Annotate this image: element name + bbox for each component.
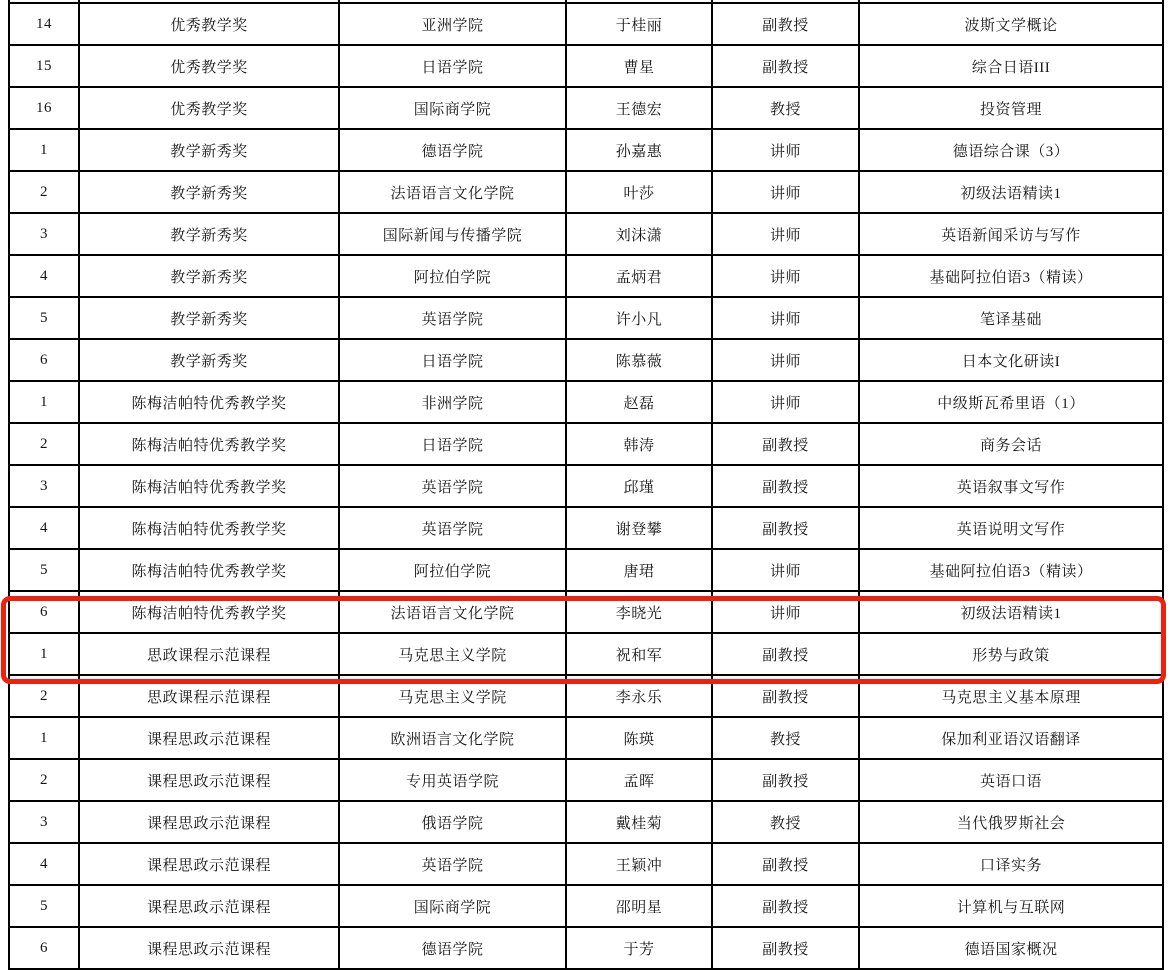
cell-num: 6 <box>9 339 79 381</box>
cell-title: 讲师 <box>712 129 859 171</box>
cell-college: 专用英语学院 <box>339 759 566 801</box>
table-row <box>9 591 1163 633</box>
cell-teacher: 韩涛 <box>566 423 712 465</box>
cell-title: 副教授 <box>712 843 859 885</box>
cell-num: 3 <box>9 801 79 843</box>
cell-award: 课程思政示范课程 <box>79 801 339 843</box>
cell-teacher: 刘沫潇 <box>566 213 712 255</box>
cell-award: 陈梅洁帕特优秀教学奖 <box>79 591 339 633</box>
cell-college: 英语学院 <box>339 843 566 885</box>
table-row <box>9 927 1163 969</box>
cell-num: 5 <box>9 549 79 591</box>
cell-course: 德语综合课（3） <box>859 129 1163 171</box>
cell-title: 教授 <box>712 801 859 843</box>
cell-teacher: 陈瑛 <box>566 717 712 759</box>
cell-title: 讲师 <box>712 171 859 213</box>
cell-college: 阿拉伯学院 <box>339 255 566 297</box>
table-row <box>9 507 1163 549</box>
cell-title: 教授 <box>712 717 859 759</box>
cell-teacher: 李晓光 <box>566 591 712 633</box>
cell-college: 国际商学院 <box>339 87 566 129</box>
cell-num: 2 <box>9 423 79 465</box>
award-table <box>8 0 1164 970</box>
cell-course: 初级法语精读1 <box>859 591 1163 633</box>
cell-college: 英语学院 <box>339 507 566 549</box>
cell-course: 当代俄罗斯社会 <box>859 801 1163 843</box>
cell-title: 副教授 <box>712 633 859 675</box>
cell-college: 法语语言文化学院 <box>339 171 566 213</box>
cell-award: 优秀教学奖 <box>79 87 339 129</box>
cell-award: 教学新秀奖 <box>79 255 339 297</box>
cell-title: 副教授 <box>712 927 859 969</box>
cell-title: 讲师 <box>712 213 859 255</box>
cell-college: 德语学院 <box>339 129 566 171</box>
cell-award: 教学新秀奖 <box>79 129 339 171</box>
table-row <box>9 549 1163 591</box>
cell-teacher: 于桂丽 <box>566 3 712 45</box>
cell-teacher: 曹星 <box>566 45 712 87</box>
cell-course: 综合日语III <box>859 45 1163 87</box>
cell-course: 口译实务 <box>859 843 1163 885</box>
cell-num: 6 <box>9 591 79 633</box>
cell-num: 6 <box>9 927 79 969</box>
cell-title: 讲师 <box>712 549 859 591</box>
cell-course: 马克思主义基本原理 <box>859 675 1163 717</box>
cell-title: 教授 <box>712 87 859 129</box>
cell-teacher: 戴桂菊 <box>566 801 712 843</box>
cell-num: 15 <box>9 45 79 87</box>
cell-course: 中级斯瓦希里语（1） <box>859 381 1163 423</box>
table-row <box>9 87 1163 129</box>
cell-num: 2 <box>9 675 79 717</box>
cell-num: 5 <box>9 885 79 927</box>
cell-title: 讲师 <box>712 591 859 633</box>
cell-title: 副教授 <box>712 423 859 465</box>
cell-award: 教学新秀奖 <box>79 171 339 213</box>
cell-course: 英语口语 <box>859 759 1163 801</box>
cell-course: 保加利亚语汉语翻译 <box>859 717 1163 759</box>
cell-title: 讲师 <box>712 297 859 339</box>
table-row <box>9 843 1163 885</box>
cell-award: 课程思政示范课程 <box>79 717 339 759</box>
cell-course: 英语叙事文写作 <box>859 465 1163 507</box>
cell-college: 欧洲语言文化学院 <box>339 717 566 759</box>
table-row <box>9 885 1163 927</box>
table-row <box>9 465 1163 507</box>
cell-num: 3 <box>9 213 79 255</box>
cell-teacher: 唐珺 <box>566 549 712 591</box>
cell-course: 基础阿拉伯语3（精读） <box>859 549 1163 591</box>
cell-teacher: 叶莎 <box>566 171 712 213</box>
cell-college: 非洲学院 <box>339 381 566 423</box>
cell-award: 陈梅洁帕特优秀教学奖 <box>79 507 339 549</box>
cell-teacher: 王颖冲 <box>566 843 712 885</box>
cell-teacher: 赵磊 <box>566 381 712 423</box>
cell-teacher: 邱瑾 <box>566 465 712 507</box>
cell-teacher: 王德宏 <box>566 87 712 129</box>
cell-college: 马克思主义学院 <box>339 633 566 675</box>
cell-title: 副教授 <box>712 465 859 507</box>
cell-teacher: 邵明星 <box>566 885 712 927</box>
cell-college: 国际新闻与传播学院 <box>339 213 566 255</box>
table-row <box>9 759 1163 801</box>
cell-award: 课程思政示范课程 <box>79 759 339 801</box>
cell-num: 4 <box>9 255 79 297</box>
cell-college: 阿拉伯学院 <box>339 549 566 591</box>
table-row <box>9 717 1163 759</box>
cell-teacher: 陈慕薇 <box>566 339 712 381</box>
cell-award: 教学新秀奖 <box>79 213 339 255</box>
cell-award: 教学新秀奖 <box>79 339 339 381</box>
cell-title: 副教授 <box>712 675 859 717</box>
cell-num: 1 <box>9 381 79 423</box>
cell-college: 俄语学院 <box>339 801 566 843</box>
award-table-body <box>9 0 1163 969</box>
cell-award: 课程思政示范课程 <box>79 885 339 927</box>
cell-college: 马克思主义学院 <box>339 675 566 717</box>
cell-num: 3 <box>9 465 79 507</box>
cell-teacher: 孙嘉惠 <box>566 129 712 171</box>
cell-college: 日语学院 <box>339 45 566 87</box>
cell-title: 副教授 <box>712 3 859 45</box>
cell-college: 英语学院 <box>339 465 566 507</box>
cell-teacher: 祝和军 <box>566 633 712 675</box>
cell-college: 日语学院 <box>339 423 566 465</box>
cell-title: 讲师 <box>712 255 859 297</box>
table-row <box>9 423 1163 465</box>
cell-award: 陈梅洁帕特优秀教学奖 <box>79 423 339 465</box>
table-row <box>9 45 1163 87</box>
cell-course: 英语说明文写作 <box>859 507 1163 549</box>
cell-title: 讲师 <box>712 339 859 381</box>
cell-award: 思政课程示范课程 <box>79 675 339 717</box>
cell-course: 英语新闻采访与写作 <box>859 213 1163 255</box>
cell-college: 亚洲学院 <box>339 3 566 45</box>
cell-award: 优秀教学奖 <box>79 3 339 45</box>
table-row <box>9 339 1163 381</box>
table-row <box>9 129 1163 171</box>
cell-teacher: 于芳 <box>566 927 712 969</box>
cell-teacher: 孟晖 <box>566 759 712 801</box>
cell-course: 日本文化研读I <box>859 339 1163 381</box>
cell-title: 副教授 <box>712 885 859 927</box>
cell-num: 1 <box>9 129 79 171</box>
cell-award: 陈梅洁帕特优秀教学奖 <box>79 465 339 507</box>
table-row <box>9 3 1163 45</box>
table-row <box>9 675 1163 717</box>
cell-course: 初级法语精读1 <box>859 171 1163 213</box>
cell-num: 1 <box>9 633 79 675</box>
cell-college: 法语语言文化学院 <box>339 591 566 633</box>
cell-title: 副教授 <box>712 759 859 801</box>
cell-num: 4 <box>9 507 79 549</box>
table-row <box>9 171 1163 213</box>
table-row <box>9 255 1163 297</box>
cell-num: 5 <box>9 297 79 339</box>
cell-college: 日语学院 <box>339 339 566 381</box>
cell-num: 2 <box>9 171 79 213</box>
cell-award: 陈梅洁帕特优秀教学奖 <box>79 381 339 423</box>
cell-award: 课程思政示范课程 <box>79 843 339 885</box>
cell-award: 思政课程示范课程 <box>79 633 339 675</box>
cell-award: 优秀教学奖 <box>79 45 339 87</box>
cell-teacher: 谢登攀 <box>566 507 712 549</box>
cell-award: 教学新秀奖 <box>79 297 339 339</box>
cell-course: 波斯文学概论 <box>859 3 1163 45</box>
cell-course: 德语国家概况 <box>859 927 1163 969</box>
table-row <box>9 381 1163 423</box>
cell-num: 1 <box>9 717 79 759</box>
cell-num: 4 <box>9 843 79 885</box>
cell-award: 陈梅洁帕特优秀教学奖 <box>79 549 339 591</box>
cell-course: 计算机与互联网 <box>859 885 1163 927</box>
table-row <box>9 801 1163 843</box>
cell-college: 国际商学院 <box>339 885 566 927</box>
cell-teacher: 李永乐 <box>566 675 712 717</box>
cell-award: 课程思政示范课程 <box>79 927 339 969</box>
cell-course: 笔译基础 <box>859 297 1163 339</box>
cell-title: 讲师 <box>712 381 859 423</box>
cell-teacher: 许小凡 <box>566 297 712 339</box>
cell-course: 基础阿拉伯语3（精读） <box>859 255 1163 297</box>
cell-num: 2 <box>9 759 79 801</box>
cell-teacher: 孟炳君 <box>566 255 712 297</box>
cell-college: 德语学院 <box>339 927 566 969</box>
table-row <box>9 213 1163 255</box>
cell-title: 副教授 <box>712 507 859 549</box>
cell-num: 14 <box>9 3 79 45</box>
cell-course: 投资管理 <box>859 87 1163 129</box>
cell-title: 副教授 <box>712 45 859 87</box>
cell-course: 形势与政策 <box>859 633 1163 675</box>
cell-college: 英语学院 <box>339 297 566 339</box>
cell-course: 商务会话 <box>859 423 1163 465</box>
table-row <box>9 297 1163 339</box>
cell-num: 16 <box>9 87 79 129</box>
table-row <box>9 633 1163 675</box>
